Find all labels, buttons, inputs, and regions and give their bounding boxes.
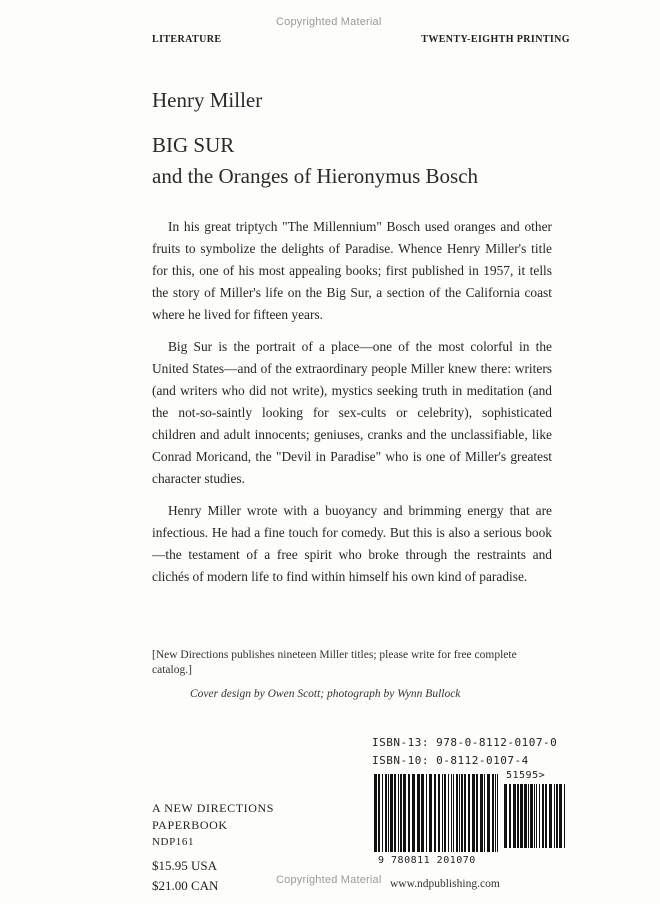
barcode-bar (545, 784, 547, 848)
barcode-bar (554, 784, 555, 848)
barcode-bar (476, 774, 478, 852)
price-block (152, 856, 218, 896)
barcode-bar (480, 774, 483, 852)
cover-credit: Cover design by Owen Scott; photograph by Wynn Bullock (190, 688, 461, 700)
barcode-bar (394, 774, 396, 852)
barcode-bars (374, 774, 498, 852)
watermark-top: Copyrighted Material (276, 16, 382, 28)
printing-label: TWENTY-EIGHTH PRINTING (421, 34, 570, 45)
catalog-note: [New Directions publishes nineteen Miller titles; please write for free complete catalog.] (152, 649, 517, 676)
barcode-bar (484, 774, 485, 852)
category-label: LITERATURE (152, 34, 222, 45)
barcode-addon-bars (504, 784, 565, 848)
barcode-bar (459, 774, 460, 852)
title-main: BIG SUR (152, 133, 235, 157)
description-paragraph: Henry Miller wrote with a buoyancy and brimming energy that are infectious. He had a fine touch for comedy. But this is also a serious book—the testament of a free spirit who broke through the restraints and clichés of modern life to find within himself his own kind of paradise. (152, 503, 552, 584)
barcode-bar (444, 774, 446, 852)
publisher-code: NDP161 (152, 836, 195, 848)
barcode-bar (536, 784, 537, 848)
barcode-bar (442, 774, 443, 852)
title-subtitle: and the Oranges of Hieronymus Bosch (152, 164, 479, 188)
barcode-bar (517, 784, 519, 848)
watermark-bottom: Copyrighted Material (276, 874, 382, 886)
barcode-bar (495, 774, 496, 852)
barcode-bar (417, 774, 420, 852)
description-paragraph: Big Sur is the portrait of a place—one of the most colorful in the United States—and of the extraordinary people Miller knew there: writers (and writers who did not write), mystics seeking truth in meditation (and the not-so-saintly looking for sex-cults or celebrity), sophisticated children and adult innocents; geniuses, cranks and the unclassifiable, like Conrad Moricand, the "Devil in Paradise" who is one of Miller's greatest character studies. (152, 339, 552, 486)
barcode-bar (504, 784, 507, 848)
barcode-bar (564, 784, 565, 848)
barcode-bar (434, 774, 436, 852)
barcode-bar (408, 774, 410, 852)
barcode-bar (421, 774, 424, 852)
barcode-bar (390, 774, 393, 852)
barcode-bar (542, 784, 544, 848)
barcode-bar (400, 774, 402, 852)
barcode-bar (382, 774, 383, 852)
publisher-url[interactable]: www.ndpublishing.com (390, 878, 500, 890)
isbn-10: ISBN-10: 0-8112-0107-4 (372, 754, 529, 767)
barcode-bar (468, 774, 470, 852)
barcode-bar (464, 774, 466, 852)
barcode-bar (453, 774, 454, 852)
publisher-line: PAPERBOOK (152, 818, 228, 832)
barcode-bar (403, 774, 406, 852)
barcode-bar (520, 784, 523, 848)
barcode-bar (388, 774, 389, 852)
barcode-bar (556, 784, 558, 848)
author-name: Henry Miller (152, 88, 263, 112)
barcode-bar (374, 774, 377, 852)
publisher-line: A NEW DIRECTIONS (152, 801, 275, 815)
barcode-bar (534, 784, 535, 848)
isbn-13: ISBN-13: 978-0-8112-0107-0 (372, 736, 558, 749)
barcode-bar (539, 784, 540, 848)
publisher-block (152, 800, 274, 851)
barcode-bar (412, 774, 415, 852)
barcode-bar (549, 784, 552, 848)
barcode-bar (559, 784, 562, 848)
barcode-bar (472, 774, 475, 852)
barcode-bar (461, 774, 463, 852)
barcode-bar (426, 774, 427, 852)
barcode-bar (448, 774, 449, 852)
barcode-bar (524, 784, 527, 848)
barcode-bar (385, 774, 387, 852)
description-paragraph: In his great triptych "The Millennium" Bosch used oranges and other fruits to symbolize the delights of Paradise. Whence Henry Miller's title for this, one of his most appealing books; first published in 1957, it tells the story of Miller's life on the Big Sur, a section of the California coast where he lived for fifteen years. (152, 219, 552, 322)
barcode (370, 770, 570, 855)
barcode-bar (528, 784, 529, 848)
barcode-number: 9 780811 201070 (378, 855, 476, 866)
price-usa: $15.95 USA (152, 858, 218, 873)
barcode-bar (509, 784, 511, 848)
price-code: 51595> (506, 770, 546, 781)
barcode-bar (429, 774, 432, 852)
barcode-bar (456, 774, 458, 852)
barcode-bar (497, 774, 498, 852)
barcode-bar (378, 774, 380, 852)
description (152, 216, 552, 588)
barcode-bar (487, 774, 490, 852)
price-can: $21.00 CAN (152, 878, 219, 893)
barcode-bar (492, 774, 494, 852)
barcode-bar (530, 784, 533, 848)
barcode-bar (451, 774, 452, 852)
barcode-bar (513, 784, 516, 848)
barcode-bar (438, 774, 440, 852)
barcode-bar (398, 774, 399, 852)
